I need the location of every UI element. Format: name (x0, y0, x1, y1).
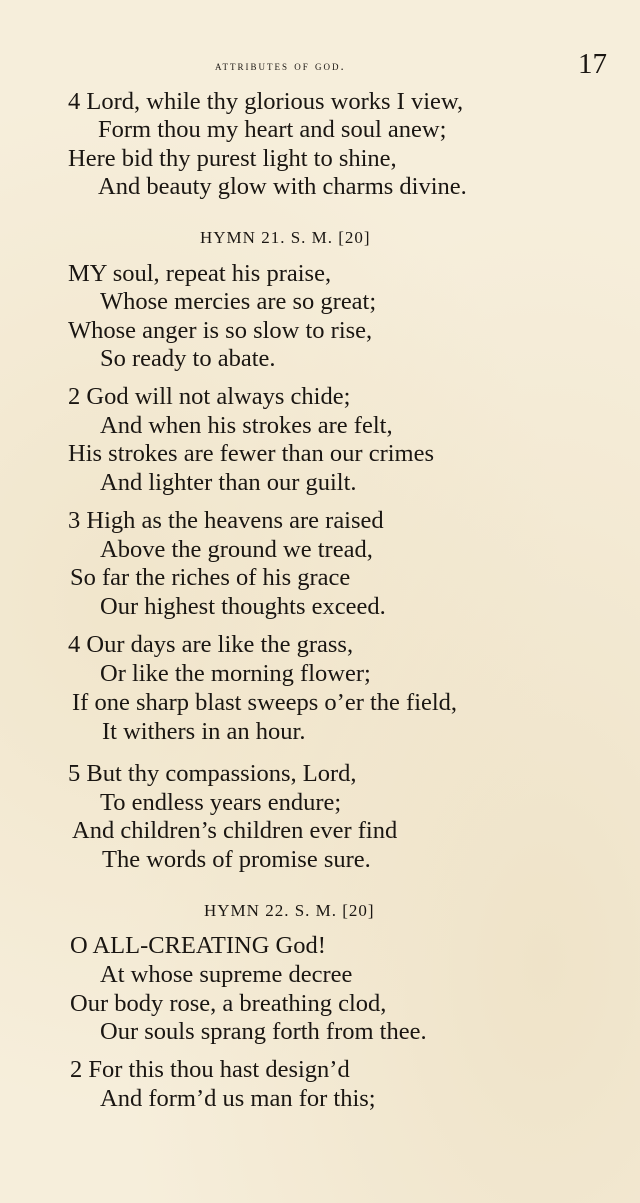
verse-line: And when his strokes are felt, (100, 412, 393, 439)
verse-line: Our highest thoughts exceed. (100, 593, 386, 620)
verse-line: And lighter than our guilt. (100, 469, 357, 496)
verse-line: 2 For this thou hast design’d (70, 1056, 350, 1083)
verse-line: 4 Our days are like the grass, (68, 631, 354, 658)
running-head (0, 48, 640, 80)
verse-line: The words of promise sure. (102, 846, 371, 873)
verse-line: His strokes are fewer than our crimes (68, 440, 435, 467)
verse-line: Whose anger is so slow to rise, (68, 317, 373, 344)
verse-line: O ALL-CREATING God! (70, 932, 326, 959)
running-title: attributes of god. (215, 58, 346, 73)
verse-line: Or like the morning flower; (100, 660, 371, 687)
verse-line: Our body rose, a breathing clod, (70, 990, 387, 1017)
verse-line: And children’s children ever find (72, 817, 398, 844)
verse-line: It withers in an hour. (102, 718, 306, 745)
hymn-heading: HYMN 21. S. M. [20] (200, 228, 371, 247)
verse-line: 5 But thy compassions, Lord, (68, 760, 357, 787)
hymn-heading: HYMN 22. S. M. [20] (204, 901, 375, 920)
verse-line: 2 God will not always chide; (68, 383, 351, 410)
page-number: 17 (578, 48, 607, 80)
verse-line: If one sharp blast sweeps o’er the field, (72, 689, 458, 716)
verse-line: 4 Lord, while thy glorious works I view, (68, 88, 464, 115)
verse-line: Above the ground we tread, (100, 536, 373, 563)
verse-line: To endless years endure; (100, 789, 342, 816)
verse-line: So ready to abate. (100, 345, 276, 372)
verse-line: So far the riches of his grace (70, 564, 351, 591)
verse-line: And beauty glow with charms divine. (98, 173, 467, 200)
verse-line: Here bid thy purest light to shine, (68, 145, 397, 172)
verse-line: At whose supreme decree (100, 961, 353, 988)
verse-line: Whose mercies are so great; (100, 288, 377, 315)
verse-line: Form thou my heart and soul anew; (98, 116, 447, 143)
verse-line: And form’d us man for this; (100, 1085, 376, 1112)
verse-line: MY soul, repeat his praise, (68, 260, 332, 287)
verse-line: 3 High as the heavens are raised (68, 507, 384, 534)
verse-line: Our souls sprang forth from thee. (100, 1018, 427, 1045)
